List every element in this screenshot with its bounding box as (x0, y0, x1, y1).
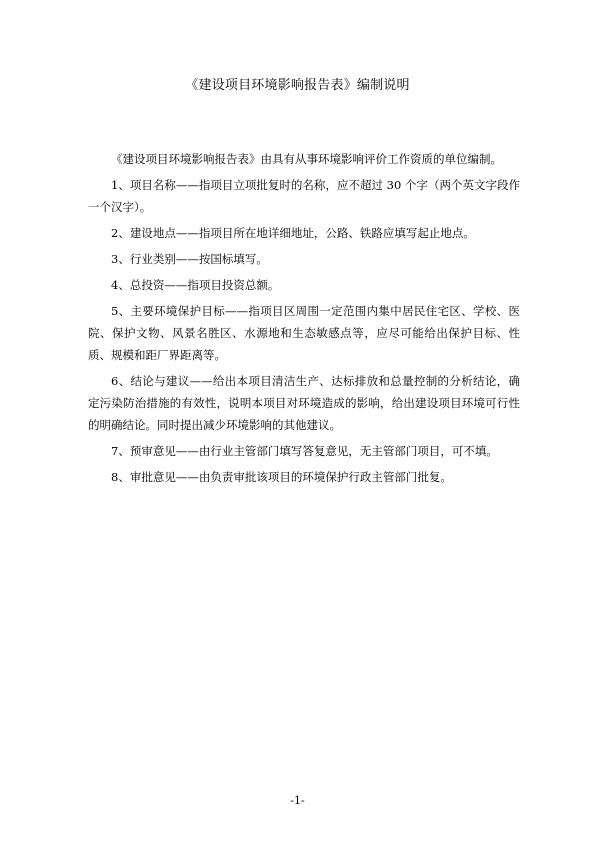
item-6-conclusions: 6、结论与建议——给出本项目清洁生产、达标排放和总量控制的分析结论，确定污染防治措施的有效性，说明本项目对环境造成的影响，给出建设项目环境可行性的明确结论。同时提出减少环境影响的其他建议。 (88, 374, 520, 432)
item-3-industry-category: 3、行业类别——按国标填写。 (111, 252, 268, 266)
intro-paragraph: 《建设项目环境影响报告表》由具有从事环境影响评价工作资质的单位编制。 (111, 152, 502, 166)
item-5-protection-targets: 5、主要环境保护目标——指项目区周围一定范围内集中居民住宅区、学校、医院、保护文物、风景名胜区、水源地和生态敏感点等，应尽可能给出保护目标、性质、规模和距厂界距离等。 (88, 304, 520, 362)
item-8-approval-opinion: 8、审批意见——由负责审批该项目的环境保护行政主管部门批复。 (111, 470, 452, 484)
item-7-preliminary-review: 7、预审意见——由行业主管部门填写答复意见，无主管部门项目，可不填。 (111, 444, 498, 458)
item-4-total-investment: 4、总投资——指项目投资总额。 (111, 278, 280, 292)
document-body (88, 148, 520, 492)
page-number: -1- (290, 794, 305, 807)
document-title: 《建设项目环境影响报告表》编制说明 (185, 78, 410, 93)
item-1-project-name: 1、项目名称——指项目立项批复时的名称，应不超过 30 个字（两个英文字段作一个汉字）。 (88, 178, 520, 214)
item-2-construction-site: 2、建设地点——指项目所在地详细地址，公路、铁路应填写起止地点。 (111, 226, 475, 240)
